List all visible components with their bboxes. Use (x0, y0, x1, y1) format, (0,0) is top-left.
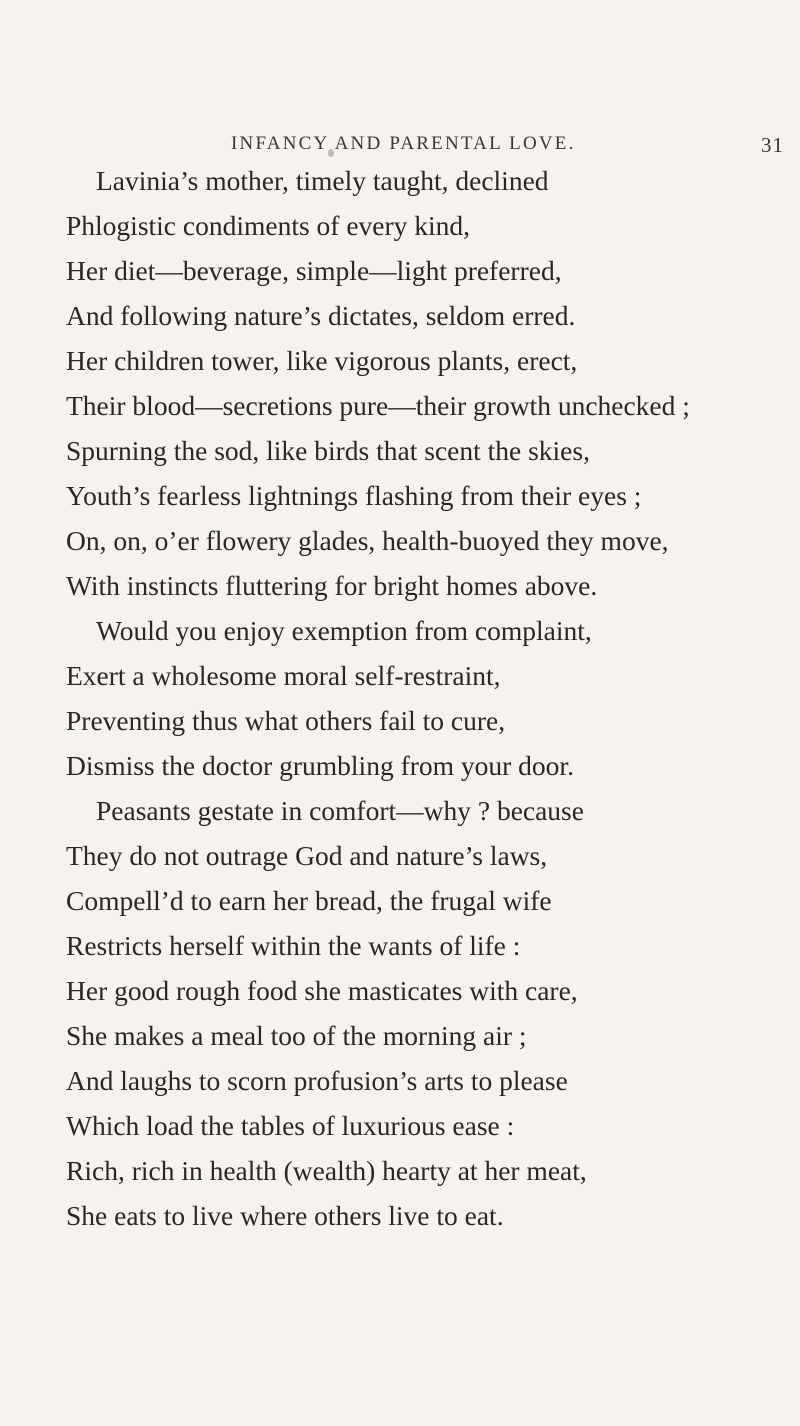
poem-line: Her diet—beverage, simple—light preferred, (66, 255, 562, 286)
poem-line: And laughs to scorn profusion’s arts to please (66, 1065, 568, 1096)
poem-line: And following nature’s dictates, seldom erred. (66, 300, 576, 331)
poem-line: Restricts herself within the wants of life : (66, 930, 521, 961)
poem-line: Which load the tables of luxurious ease : (66, 1110, 515, 1141)
poem-line: Lavinia’s mother, timely taught, declined (96, 165, 549, 196)
poem-line: On, on, o’er flowery glades, health-buoyed they move, (66, 525, 669, 556)
poem-line: Preventing thus what others fail to cure, (66, 705, 506, 736)
poem-line: Rich, rich in health (wealth) hearty at her meat, (66, 1155, 587, 1186)
poem-line: Spurning the sod, like birds that scent the skies, (66, 435, 590, 466)
poem-line: Peasants gestate in comfort—why ? because (96, 795, 584, 826)
poem-line: They do not outrage God and nature’s laws, (66, 840, 548, 871)
poem-line: Dismiss the doctor grumbling from your door. (66, 750, 574, 781)
poem-line: Youth’s fearless lightnings flashing from their eyes ; (66, 480, 642, 511)
running-head: INFANCY AND PARENTAL LOVE. (231, 133, 576, 154)
poem-line: Phlogistic condiments of every kind, (66, 210, 471, 241)
poem-line: Their blood—secretions pure—their growth unchecked ; (66, 390, 690, 421)
poem-line: Compell’d to earn her bread, the frugal wife (66, 885, 552, 916)
poem-line: Exert a wholesome moral self-restraint, (66, 660, 501, 691)
poem-line: She eats to live where others live to eat. (66, 1200, 504, 1231)
page-header (0, 133, 800, 157)
page-number: 31 (761, 133, 784, 157)
poem-line: Her good rough food she masticates with care, (66, 975, 578, 1006)
poem-line: With instincts fluttering for bright homes above. (66, 570, 598, 601)
poem-line: Her children tower, like vigorous plants, erect, (66, 345, 578, 376)
poem-line: Would you enjoy exemption from complaint, (96, 615, 592, 646)
poem-line: She makes a meal too of the morning air ; (66, 1020, 527, 1051)
